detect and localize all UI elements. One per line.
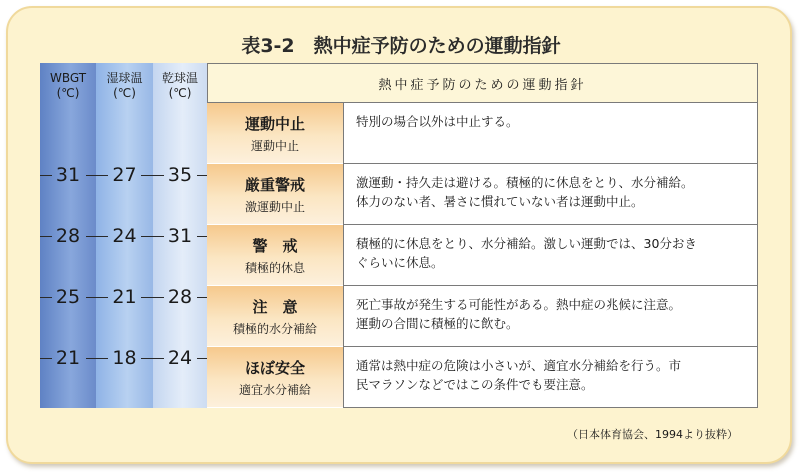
level-cell <box>207 164 343 225</box>
description-line: 激運動・持久走は避ける。積極的に休息をとり、水分補給。 <box>356 175 694 190</box>
wet-bulb-value: 21 <box>112 286 137 308</box>
page-title: 表3-2 熱中症予防のための運動指針 <box>241 35 561 57</box>
guideline-row-safe <box>207 347 758 408</box>
level-name: 運動中止 <box>244 115 305 133</box>
source-citation: （日本体育協会、1994より抜粋） <box>567 428 738 441</box>
scale-tick <box>86 297 108 298</box>
scale-tick <box>141 236 164 237</box>
description-line: 体力のない者、暑さに慣れていない者は運動中止。 <box>356 194 644 209</box>
level-subtitle: 激運動中止 <box>244 200 305 214</box>
wet-bulb-header-unit: (℃) <box>113 86 136 100</box>
description-line: 通常は熱中症の危険は小さいが、適宜水分補給を行う。市 <box>356 358 682 373</box>
guideline-row-stop <box>207 103 758 164</box>
guideline-row-severe-warning <box>207 164 758 225</box>
guideline-description <box>343 286 758 347</box>
wbgt-value: 31 <box>55 164 81 186</box>
scale-tick <box>40 175 52 176</box>
scale-tick <box>40 297 52 298</box>
scale-tick <box>141 358 164 359</box>
dry-bulb-value: 28 <box>167 286 193 308</box>
guideline-description <box>343 347 758 408</box>
level-cell <box>207 103 343 164</box>
wet-bulb-header-label: 湿球温 <box>106 71 143 85</box>
description-line: 死亡事故が発生する可能性がある。熱中症の兆候に注意。 <box>356 297 682 312</box>
level-name: ほぼ安全 <box>244 359 305 377</box>
wet-bulb-value: 18 <box>112 347 137 369</box>
wbgt-value: 21 <box>55 347 81 369</box>
guideline-table-header: 熱中症予防のための運動指針 <box>207 63 758 103</box>
wet-bulb-column-header <box>96 71 153 101</box>
level-cell <box>207 286 343 347</box>
wbgt-value: 28 <box>55 225 81 247</box>
level-cell <box>207 347 343 408</box>
wbgt-header-unit: (℃) <box>56 86 80 100</box>
scale-tick <box>40 358 52 359</box>
level-name: 厳重警戒 <box>244 176 305 194</box>
scale-tick <box>86 358 108 359</box>
guideline-description <box>343 225 758 286</box>
guideline-description <box>343 164 758 225</box>
dry-bulb-header-label: 乾球温 <box>161 71 198 85</box>
dry-bulb-value: 35 <box>167 164 193 186</box>
level-subtitle: 適宜水分補給 <box>238 383 311 397</box>
wbgt-value: 25 <box>55 286 81 308</box>
dry-bulb-header-unit: (℃) <box>168 86 192 100</box>
guideline-row-caution <box>207 286 758 347</box>
level-subtitle: 積極的休息 <box>244 261 305 275</box>
dry-bulb-column-header <box>153 71 207 101</box>
description-line: 民マラソンなどではこの条件でも要注意。 <box>356 377 594 392</box>
scale-tick <box>86 236 108 237</box>
wet-bulb-value: 24 <box>112 225 137 247</box>
guideline-row-warning <box>207 225 758 286</box>
level-cell <box>207 225 343 286</box>
level-name: 注 意 <box>252 298 298 316</box>
guideline-card <box>6 6 792 464</box>
wbgt-header-label: WBGT <box>49 71 87 85</box>
scale-tick <box>141 175 164 176</box>
description-line: 積極的に休息をとり、水分補給。激しい運動では、30分おき <box>356 236 697 251</box>
scale-tick <box>86 175 108 176</box>
scale-tick <box>197 297 207 298</box>
wbgt-column-header <box>40 71 96 101</box>
level-subtitle: 運動中止 <box>250 139 299 153</box>
dry-bulb-value: 24 <box>167 347 193 369</box>
scale-tick <box>197 358 207 359</box>
dry-bulb-value: 31 <box>167 225 193 247</box>
level-subtitle: 積極的水分補給 <box>232 322 317 336</box>
guideline-description <box>343 103 758 164</box>
scale-tick <box>141 297 164 298</box>
description-line: 特別の場合以外は中止する。 <box>356 114 519 129</box>
description-line: 運動の合間に積極的に飲む。 <box>356 316 519 331</box>
scale-tick <box>197 175 207 176</box>
level-name: 警 戒 <box>252 237 298 255</box>
wet-bulb-value: 27 <box>112 164 137 186</box>
scale-tick <box>197 236 207 237</box>
scale-tick <box>40 236 52 237</box>
description-line: ぐらいに休息。 <box>356 255 444 270</box>
